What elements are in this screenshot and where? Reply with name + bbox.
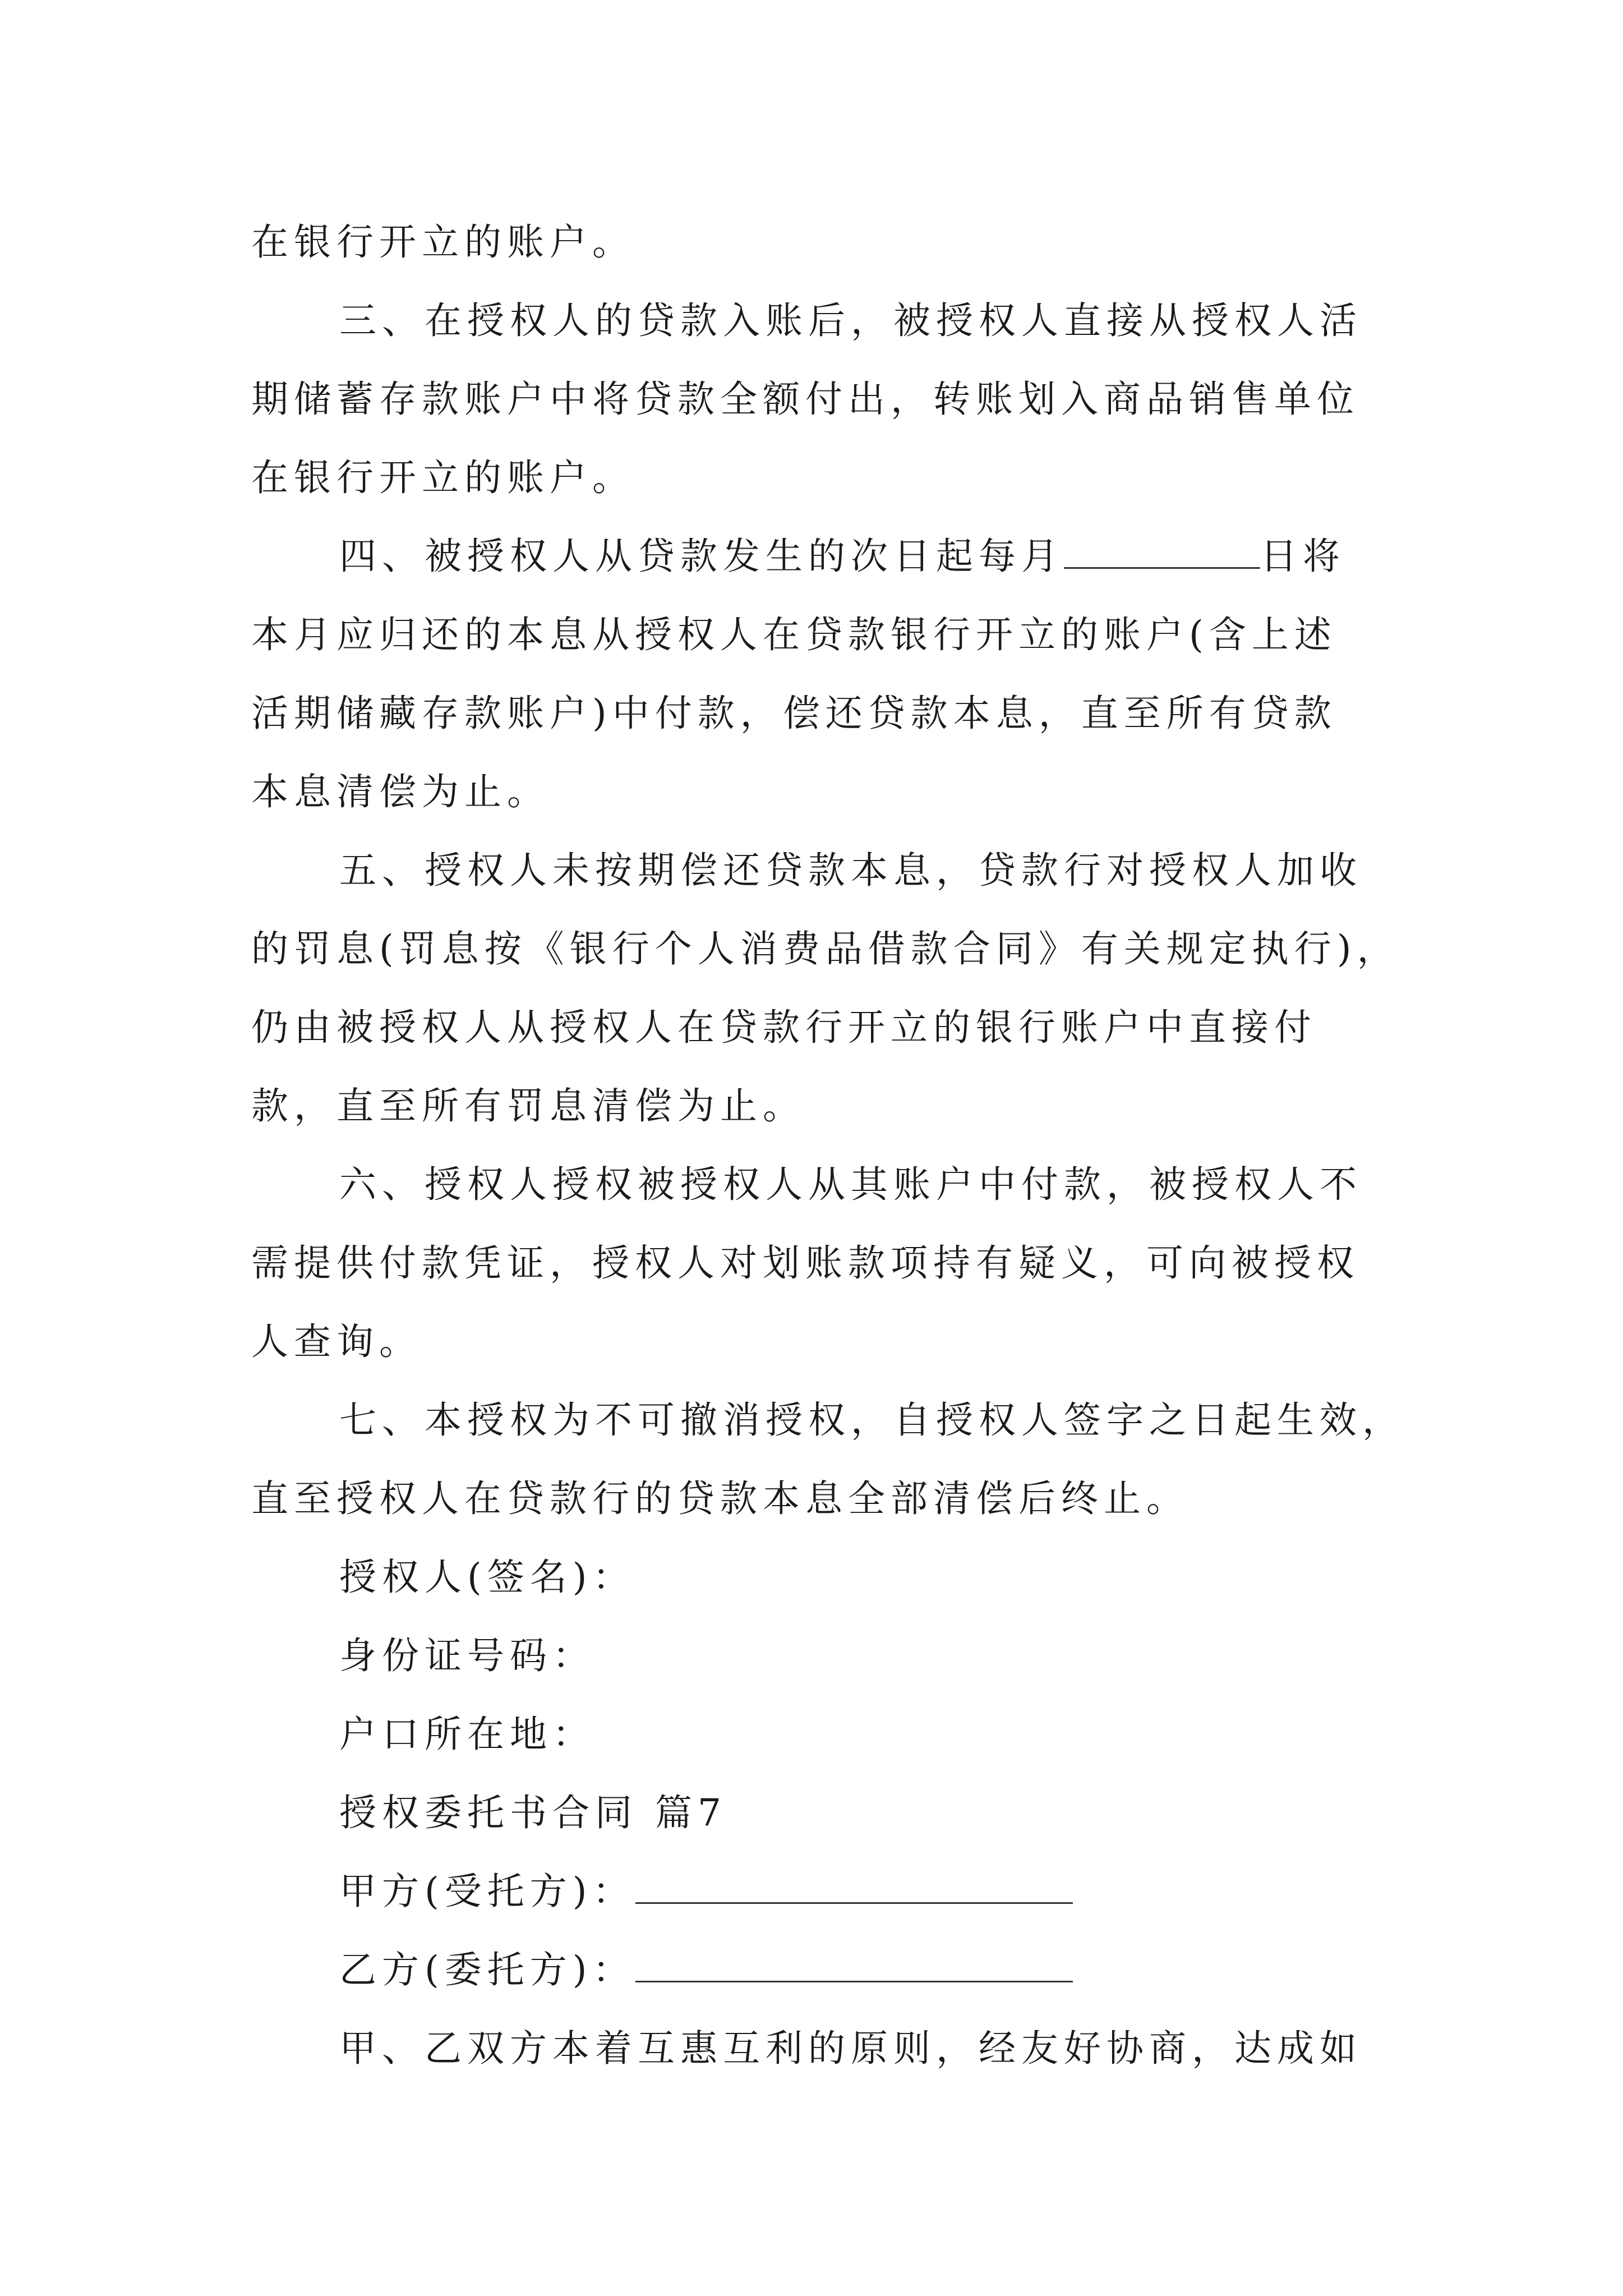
paragraph-7-line-1: 七、本授权为不可撤消授权，自授权人签字之日起生效， bbox=[339, 1398, 1405, 1442]
paragraph-5-line-4: 款，直至所有罚息清偿为止。 bbox=[251, 1084, 805, 1128]
paragraph-4-line-1 bbox=[339, 534, 1345, 579]
paragraph-7-line-2: 直至授权人在贷款行的贷款本息全部清偿后终止。 bbox=[251, 1477, 1189, 1520]
paragraph-5-line-3: 仍由被授权人从授权人在贷款行开立的银行账户中直接付 bbox=[251, 1006, 1317, 1049]
party-a-blank-field[interactable] bbox=[635, 1870, 1073, 1904]
id-number-label: 身份证号码： bbox=[339, 1634, 595, 1677]
party-a-label: 甲方(受托方)： bbox=[339, 1870, 635, 1913]
party-a-line bbox=[339, 1869, 1073, 1914]
paragraph-6-line-1: 六、授权人授权被授权人从其账户中付款，被授权人不 bbox=[339, 1163, 1362, 1206]
paragraph-6-line-3: 人查询。 bbox=[251, 1320, 422, 1363]
text-line: 在银行开立的账户。 bbox=[251, 220, 635, 264]
grantor-signature-label: 授权人(签名)： bbox=[339, 1556, 635, 1599]
party-b-blank-field[interactable] bbox=[635, 1948, 1073, 1982]
paragraph-4-line-4: 本息清偿为止。 bbox=[251, 770, 550, 813]
day-blank-field[interactable] bbox=[1064, 535, 1260, 569]
agreement-intro-line: 甲、乙双方本着互惠互利的原则，经友好协商，达成如 bbox=[339, 2027, 1362, 2070]
section-heading: 授权委托书合同 篇7 bbox=[339, 1791, 727, 1834]
paragraph-4-text-start: 四、被授权人从贷款发生的次日起每月 bbox=[339, 535, 1064, 578]
paragraph-5-line-2: 的罚息(罚息按《银行个人消费品借款合同》有关规定执行)， bbox=[251, 927, 1400, 970]
paragraph-3-line-1: 三、在授权人的贷款入账后，被授权人直接从授权人活 bbox=[339, 299, 1362, 342]
paragraph-6-line-2: 需提供付款凭证，授权人对划账款项持有疑义，可向被授权 bbox=[251, 1241, 1359, 1285]
party-b-line bbox=[339, 1948, 1073, 1993]
paragraph-3-line-3: 在银行开立的账户。 bbox=[251, 456, 635, 499]
paragraph-4-line-2: 本月应归还的本息从授权人在贷款银行开立的账户(含上述 bbox=[251, 613, 1337, 656]
household-location-label: 户口所在地： bbox=[339, 1713, 595, 1756]
paragraph-4-line-3: 活期储藏存款账户)中付款，偿还贷款本息，直至所有贷款 bbox=[251, 692, 1337, 735]
paragraph-3-line-2: 期储蓄存款账户中将贷款全额付出，转账划入商品销售单位 bbox=[251, 378, 1359, 421]
paragraph-5-line-1: 五、授权人未按期偿还贷款本息，贷款行对授权人加收 bbox=[339, 849, 1362, 892]
party-b-label: 乙方(委托方)： bbox=[339, 1948, 635, 1991]
paragraph-4-text-end: 日将 bbox=[1260, 535, 1345, 578]
